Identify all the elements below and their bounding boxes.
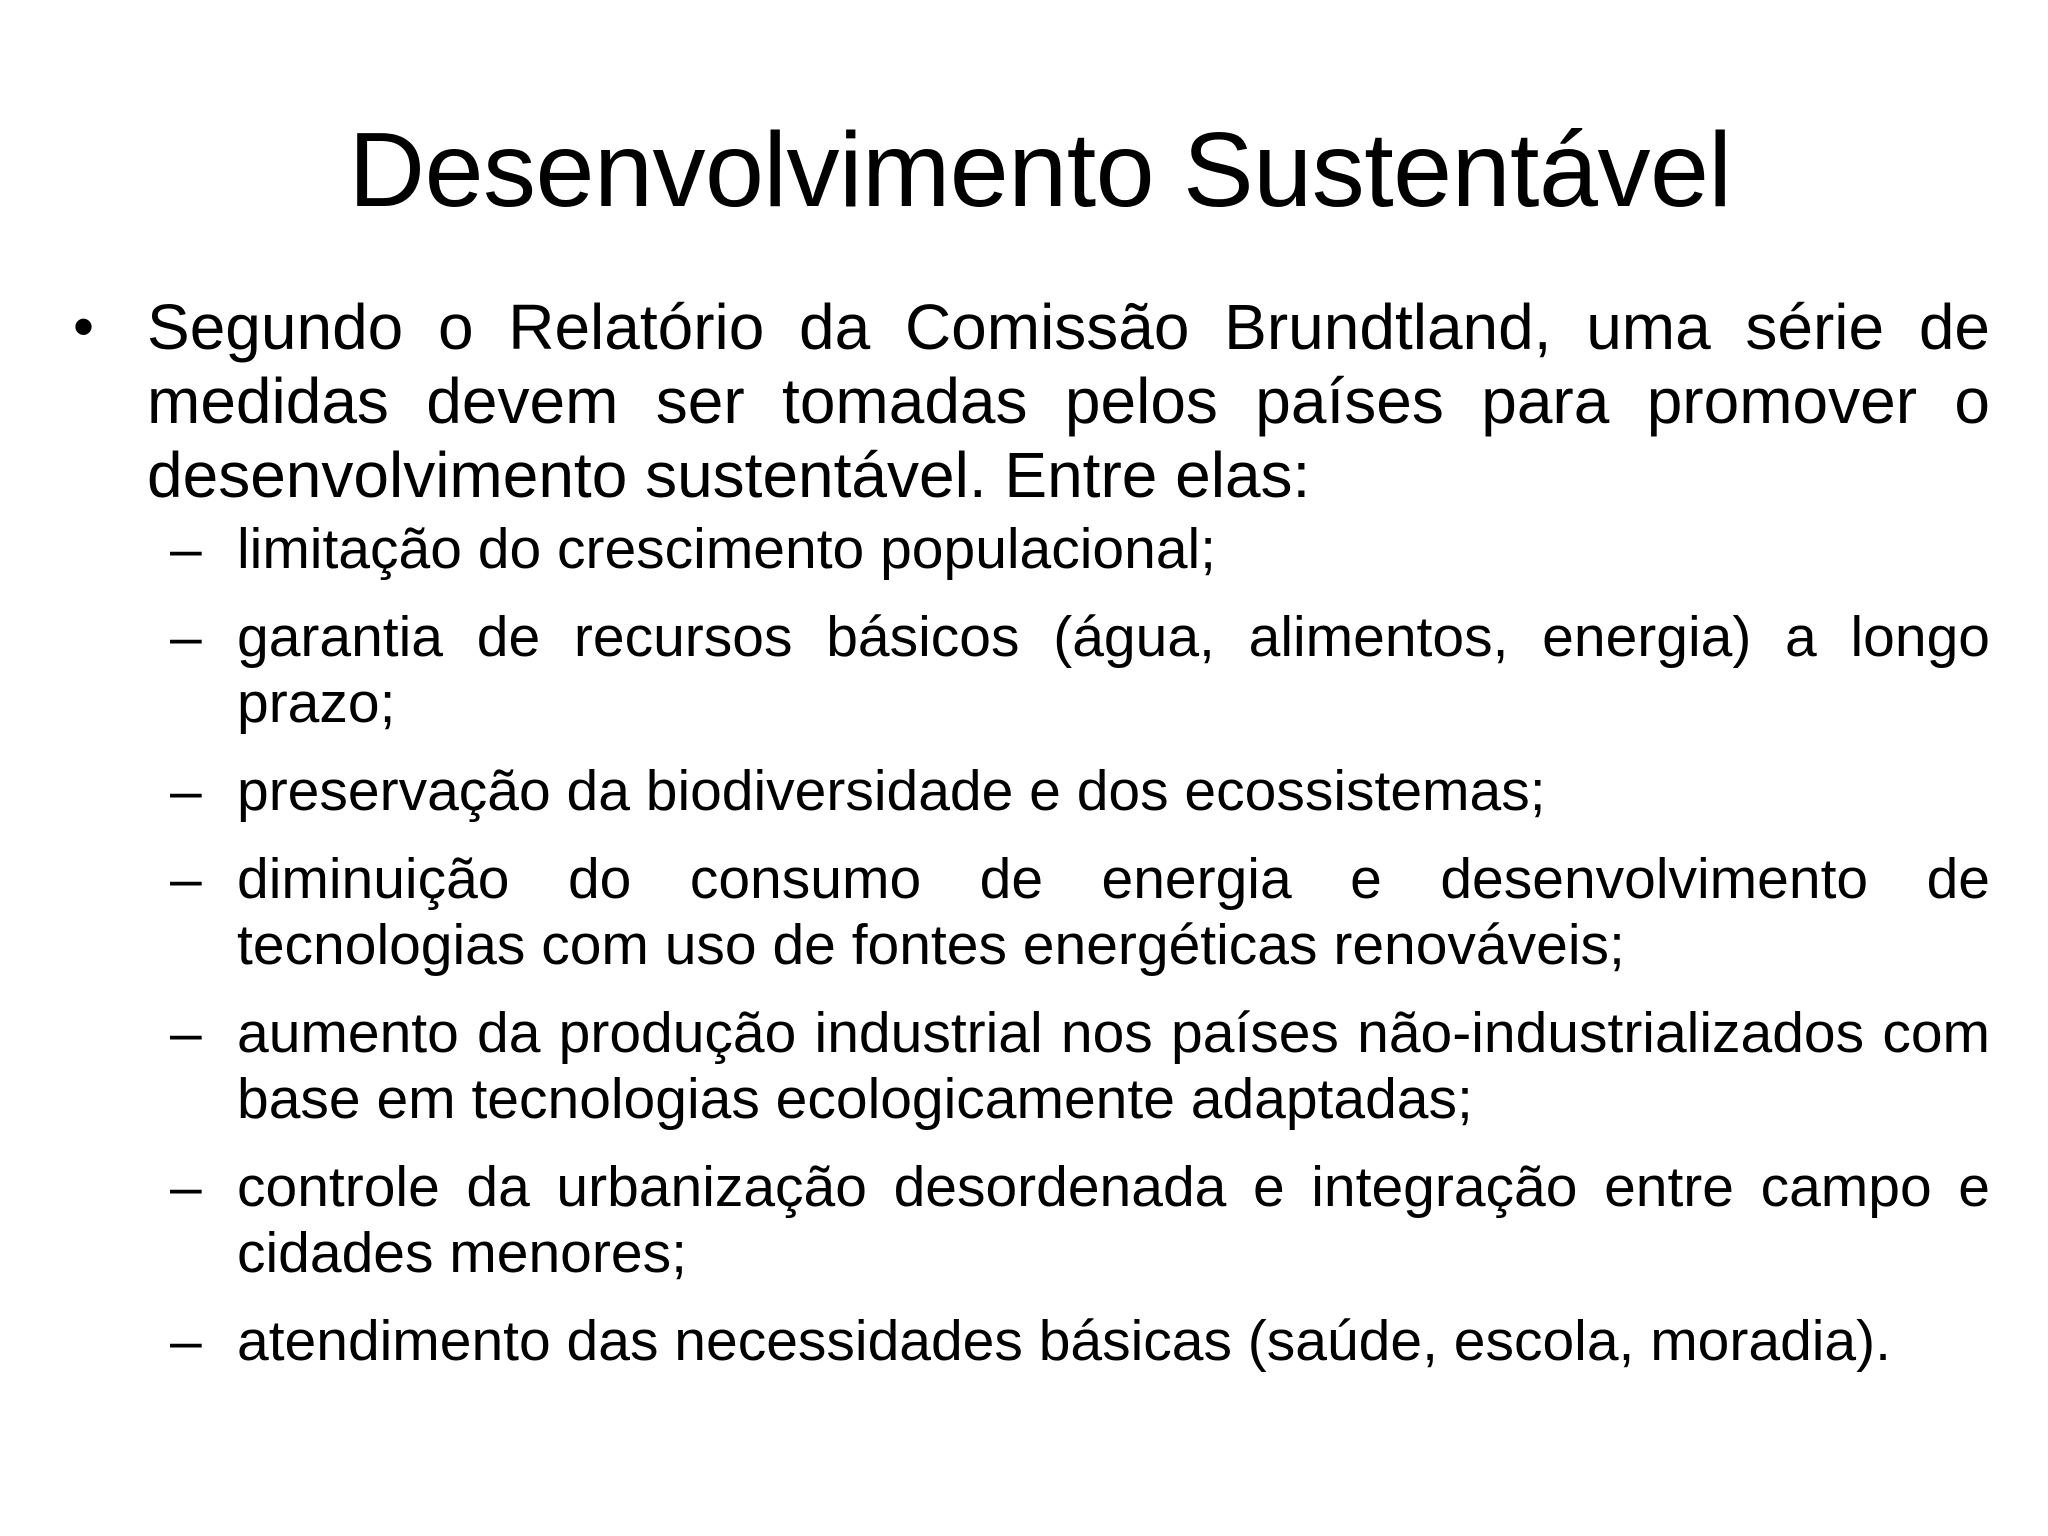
dash-marker: – [170,517,202,581]
sub-item-text: controle da urbanização desordenada e integração entre campo e cidades menores; [237,1155,1990,1285]
bullet-text: Segundo o Relatório da Comissão Brundtland, uma série de medidas devem ser tomadas pelos países para promover o desenvolvimento sustentável. Entre elas: [147,291,1990,511]
dash-marker: – [170,1001,202,1065]
sub-item [65,846,1990,978]
dash-marker: – [170,847,202,911]
sub-item [65,758,1990,824]
slide-title: Desenvolvimento Sustentável [348,111,1732,229]
sub-item [65,516,1990,582]
dash-marker: – [170,605,202,669]
sub-item-text: atendimento das necessidades básicas (saúde, escola, moradia). [237,1309,1891,1373]
bullet-marker: • [73,293,95,360]
sub-item-text: preservação da biodiversidade e dos ecossistemas; [237,759,1546,823]
dash-marker: – [170,1155,202,1219]
sub-item [65,1000,1990,1132]
sub-item [65,1308,1990,1374]
dash-marker: – [170,1309,202,1373]
sub-item-text: aumento da produção industrial nos países não-industrializados com base em tecnologias ecologicamente adaptadas; [237,1001,1990,1131]
sub-item-text: limitação do crescimento populacional; [237,517,1217,581]
sub-list [65,516,1990,1374]
slide-content [65,290,1990,1396]
dash-marker: – [170,759,202,823]
sub-item-text: diminuição do consumo de energia e desenvolvimento de tecnologias com uso de fontes energéticas renováveis; [237,847,1990,977]
bullet-item [65,290,1990,512]
sub-item-text: garantia de recursos básicos (água, alimentos, energia) a longo prazo; [237,605,1990,735]
sub-item [65,1154,1990,1286]
sub-item [65,604,1990,736]
